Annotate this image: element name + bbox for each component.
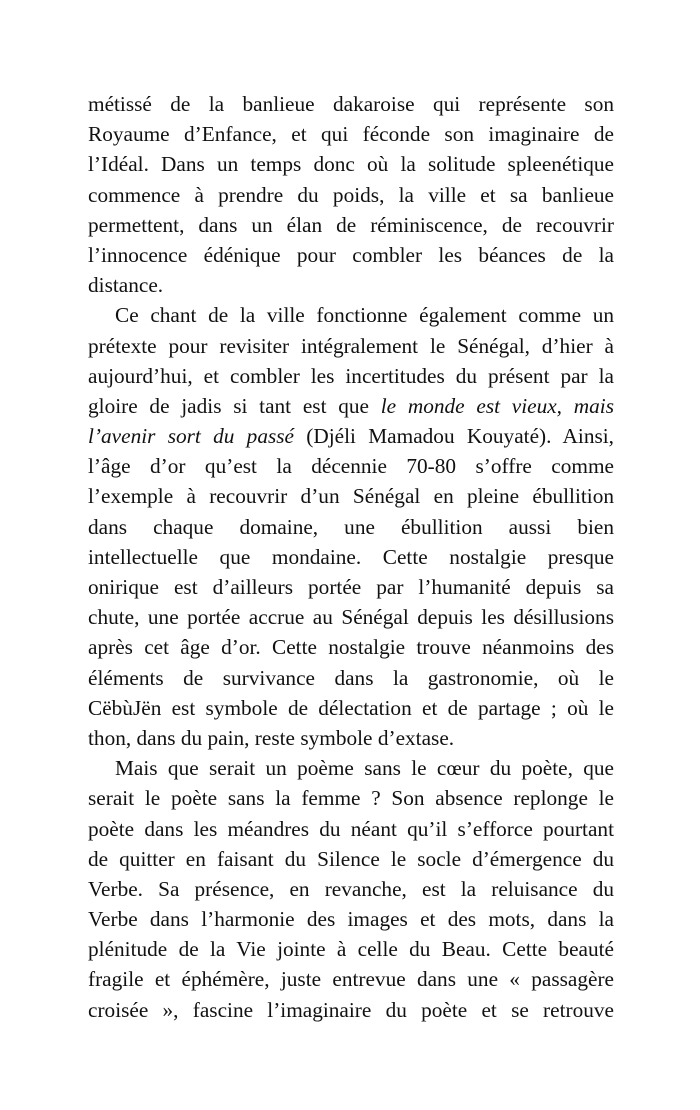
text-line: Royaume d’Enfance, et qui féconde son imaginaire de [88, 122, 614, 147]
text-line: plénitude de la Vie jointe à celle du Beau. Cette beauté [88, 937, 614, 962]
text-line: l’Idéal. Dans un temps donc où la solitude spleenétique [88, 152, 614, 177]
text-line: onirique est d’ailleurs portée par l’humanité depuis sa [88, 575, 614, 599]
text-line: aujourd’hui, et combler les incertitudes du présent par la [88, 363, 614, 388]
text-line: intellectuelle que mondaine. Cette nostalgie presque [88, 544, 614, 569]
text-segment: (Djéli Mamadou Kouyaté). Ainsi, [294, 424, 615, 449]
italic-quote: l’avenir sort du passé [88, 424, 295, 449]
paragraph-2 [88, 300, 614, 753]
text-line: poète dans les méandres du néant qu’il s’efforce pourtant [88, 816, 614, 841]
text-line: l’exemple à recouvrir d’un Sénégal en pleine ébullition [88, 484, 614, 509]
text-line: prétexte pour revisiter intégralement le Sénégal, d’hier à [88, 333, 614, 358]
text-line: l’âge d’or qu’est la décennie 70-80 s’offre comme [88, 454, 614, 479]
text-segment: gloire de jadis si tant est que [88, 393, 381, 418]
text-line: commence à prendre du poids, la ville et sa banlieue [88, 182, 614, 207]
text-line: serait le poète sans la femme ? Son absence replonge le [88, 786, 614, 811]
text-line [88, 391, 614, 421]
page-body [88, 89, 614, 1025]
text-line: fragile et éphémère, juste entrevue dans une « passagère [88, 967, 614, 992]
text-line: Verbe. Sa présence, en revanche, est la reluisance du [88, 876, 614, 901]
text-line: CëbùJën est symbole de délectation et de partage ; où le [88, 695, 614, 720]
paragraph-1 [88, 89, 614, 300]
text-line: Verbe dans l’harmonie des images et des mots, dans la [88, 907, 614, 932]
text-line: de quitter en faisant du Silence le socle d’émergence du [88, 846, 614, 871]
text-line: thon, dans du pain, reste symbole d’extase. [88, 725, 455, 750]
text-line: éléments de survivance dans la gastronomie, où le [88, 665, 614, 690]
text-line: croisée », fascine l’imaginaire du poète et se retrouve [88, 997, 614, 1022]
text-line: dans chaque domaine, une ébullition aussi bien [88, 514, 614, 539]
text-line: Mais que serait un poème sans le cœur du poète, que [115, 756, 614, 781]
text-line: distance. [88, 273, 164, 298]
text-line: l’innocence édénique pour combler les béances de la [88, 242, 614, 267]
text-line: métissé de la banlieue dakaroise qui représente son [88, 92, 614, 116]
text-line: permettent, dans un élan de réminiscence, de recouvrir [88, 212, 614, 237]
text-line [88, 421, 614, 451]
text-line: après cet âge d’or. Cette nostalgie trouve néanmoins des [88, 635, 614, 660]
text-line: Ce chant de la ville fonctionne également comme un [115, 303, 614, 328]
paragraph-3 [88, 753, 614, 1025]
text-line: chute, une portée accrue au Sénégal depuis les désillusions [88, 605, 614, 630]
italic-quote: le monde est vieux, mais [380, 393, 614, 418]
